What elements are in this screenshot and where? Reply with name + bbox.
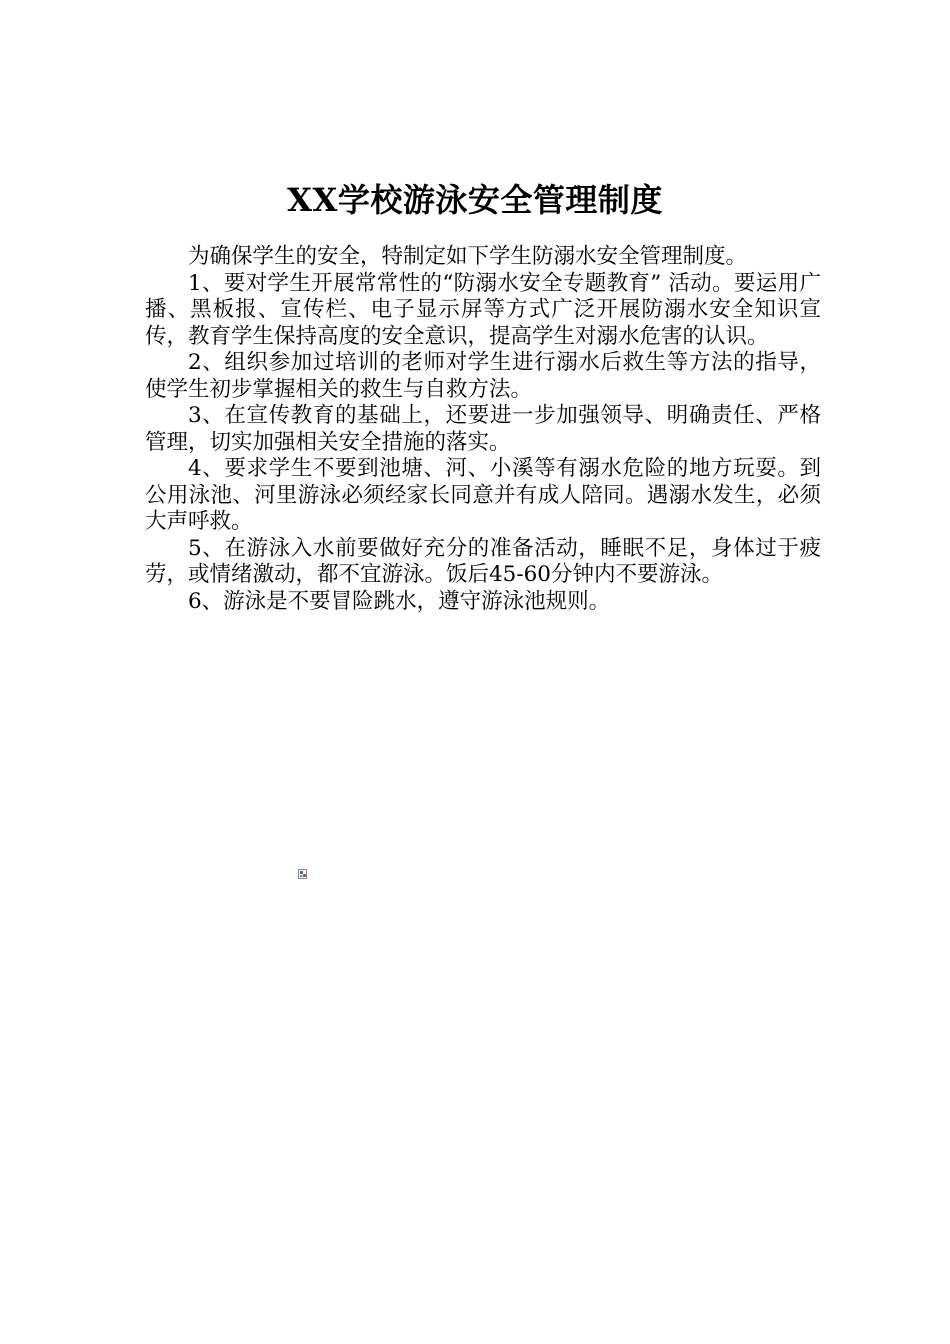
- broken-image-icon: [298, 869, 308, 880]
- paragraph-item-5: 5、在游泳入水前要做好充分的准备活动，睡眠不足，身体过于疲劳，或情绪激动，都不宜游泳。饭后45-60分钟内不要游泳。: [145, 535, 821, 587]
- document-body: [145, 244, 821, 615]
- paragraph-item-1: 1、要对学生开展常常性的“防溺水安全专题教育” 活动。要运用广播、黑板报、宣传栏、电子显示屏等方式广泛开展防溺水安全知识宣传，教育学生保持高度的安全意识，提高学生对溺水危害的认识。: [145, 270, 821, 349]
- document-title: XX学校游泳安全管理制度: [287, 181, 663, 219]
- paragraph-item-6: 6、游泳是不要冒险跳水，遵守游泳池规则。: [188, 588, 611, 614]
- paragraph-item-2: 2、组织参加过培训的老师对学生进行溺水后救生等方法的指导，使学生初步掌握相关的救生与自救方法。: [145, 350, 821, 402]
- paragraph-item-4: 4、要求学生不要到池塘、河、小溪等有溺水危险的地方玩耍。到公用泳池、河里游泳必须经家长同意并有成人陪同。遇溺水发生，必须大声呼救。: [145, 456, 821, 534]
- paragraph-item-3: 3、在宣传教育的基础上，还要进一步加强领导、明确责任、严格管理，切实加强相关安全措施的落实。: [145, 403, 821, 455]
- paragraph-intro: 为确保学生的安全，特制定如下学生防溺水安全管理制度。: [188, 244, 748, 269]
